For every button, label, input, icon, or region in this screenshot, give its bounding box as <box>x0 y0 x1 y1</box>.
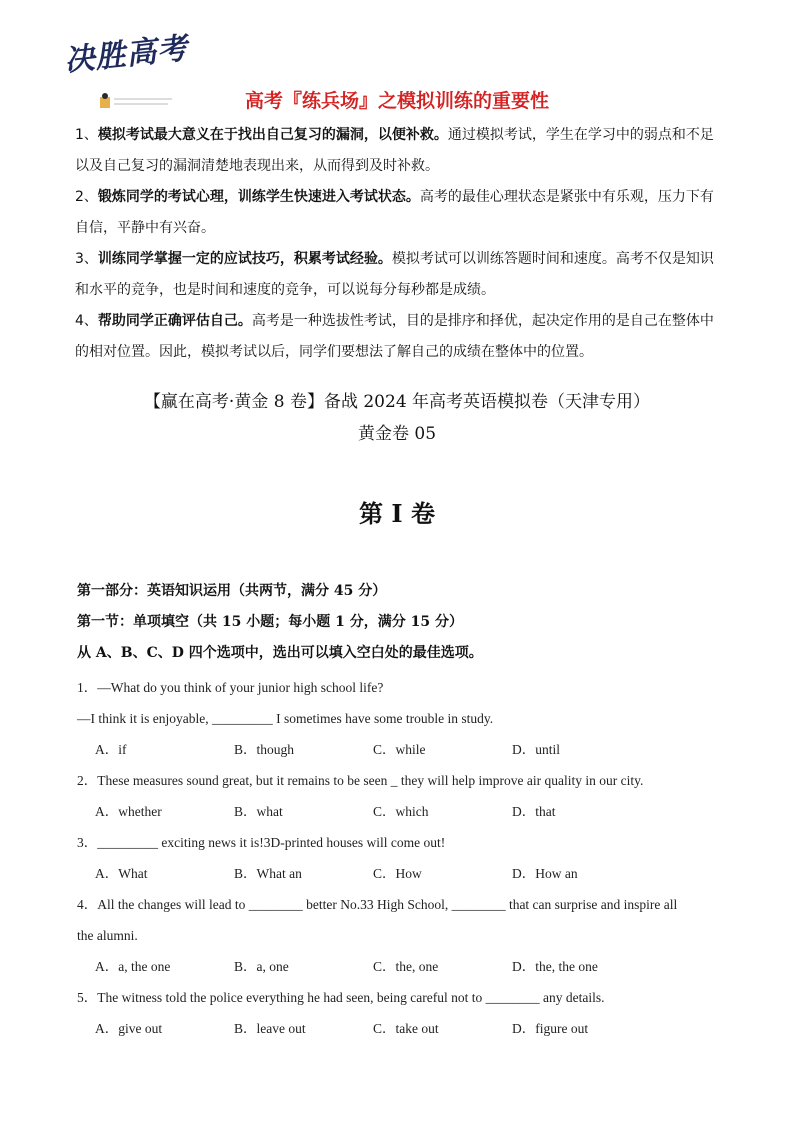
header-title: 高考『练兵场』之模拟训练的重要性 <box>244 90 549 112</box>
option-row <box>77 734 737 765</box>
option: B．leave out <box>234 1021 306 1036</box>
tip-bold: 训练同学掌握一定的应试技巧，积累考试经验。 <box>97 251 392 267</box>
option: A．give out <box>95 1021 163 1036</box>
option: D．How an <box>512 866 578 881</box>
question-list <box>77 672 737 1044</box>
option: D．until <box>512 742 561 757</box>
tip-text: 通过模拟考试，学生在学习中的弱点和不足以及自己复习的漏洞清楚地表现出来，从而得到及时补救。 <box>75 127 714 174</box>
tip-item <box>75 306 725 368</box>
option-row <box>77 951 737 982</box>
tip-number: 1、 <box>75 127 98 143</box>
option-row <box>77 796 737 827</box>
option: A．whether <box>95 804 162 819</box>
instruction: 从 A、B、C、D 四个选项中，选出可以填入空白处的最佳选项。 <box>77 645 483 661</box>
question-item <box>77 672 737 765</box>
question-stem: 2．These measures sound great, but it remains to be seen _ they will help improve air quality in our city. <box>77 773 644 788</box>
question-stem: the alumni. <box>77 928 138 943</box>
option: D．the, the one <box>512 959 598 974</box>
section-heading <box>77 576 727 669</box>
tip-text: 模拟考试可以训练答题时间和速度。高考不仅是知识和水平的竞争，也是时间和速度的竞争，可以说每分每秒都是成绩。 <box>75 251 714 298</box>
option: C．the, one <box>373 959 439 974</box>
option-row <box>77 858 737 889</box>
option: D．figure out <box>512 1021 589 1036</box>
option: B．a, one <box>234 959 289 974</box>
option: C．which <box>373 804 429 819</box>
option: B．What an <box>234 866 302 881</box>
tip-text: 高考的最佳心理状态是紧张中有乐观，压力下有自信，平静中有兴奋。 <box>75 189 714 236</box>
question-stem: 3．_________ exciting news it is!3D-printed houses will come out! <box>77 835 446 850</box>
option: A．What <box>95 866 148 881</box>
subsection-title: 第一节：单项填空（共 15 小题；每小题 1 分，满分 15 分） <box>77 614 463 630</box>
logo-text: 决胜高考 <box>62 30 190 79</box>
option: A．if <box>95 742 127 757</box>
question-item <box>77 827 737 889</box>
option: A．a, the one <box>95 959 171 974</box>
question-stem: 1．—What do you think of your junior high school life? <box>77 680 384 695</box>
option: B．what <box>234 804 283 819</box>
tip-number: 2、 <box>75 189 98 205</box>
exam-heading <box>0 386 794 450</box>
tip-bold: 锻炼同学的考试心理，训练学生快速进入考试状态。 <box>97 189 420 205</box>
exam-title: 【赢在高考·黄金 8 卷】备战 2024 年高考英语模拟卷（天津专用） <box>143 392 651 412</box>
tip-number: 4、 <box>75 313 98 329</box>
question-item <box>77 982 737 1044</box>
tip-bold: 帮助同学正确评估自己。 <box>97 313 252 329</box>
exam-subtitle: 黄金卷 05 <box>357 424 437 444</box>
option-row <box>77 1013 737 1044</box>
tip-item <box>75 244 725 306</box>
option: D．that <box>512 804 556 819</box>
tip-item <box>75 120 725 182</box>
option: B．though <box>234 742 295 757</box>
volume-title: 第 I 卷 <box>359 499 435 528</box>
tip-item <box>75 182 725 244</box>
question-stem: 5．The witness told the police everything he had seen, being careful not to ________ any details. <box>77 990 605 1005</box>
tip-text: 高考是一种选拔性考试，目的是排序和择优，起决定作用的是自己在整体中的相对位置。因此，模拟考试以后，同学们要想法了解自己的成绩在整体中的位置。 <box>75 313 714 360</box>
question-stem: —I think it is enjoyable, _________ I sometimes have some trouble in study. <box>77 711 494 726</box>
tip-bold: 模拟考试最大意义在于找出自己复习的漏洞，以便补救。 <box>97 127 448 143</box>
question-stem: 4．All the changes will lead to ________ better No.33 High School, ________ that can surprise and inspire all <box>77 897 678 912</box>
option: C．How <box>373 866 422 881</box>
part-title: 第一部分：英语知识运用（共两节，满分 45 分） <box>77 583 387 599</box>
tip-number: 3、 <box>75 251 98 267</box>
tips-list <box>75 120 725 368</box>
question-item <box>77 889 737 982</box>
option: C．take out <box>373 1021 439 1036</box>
question-item <box>77 765 737 827</box>
option: C．while <box>373 742 426 757</box>
